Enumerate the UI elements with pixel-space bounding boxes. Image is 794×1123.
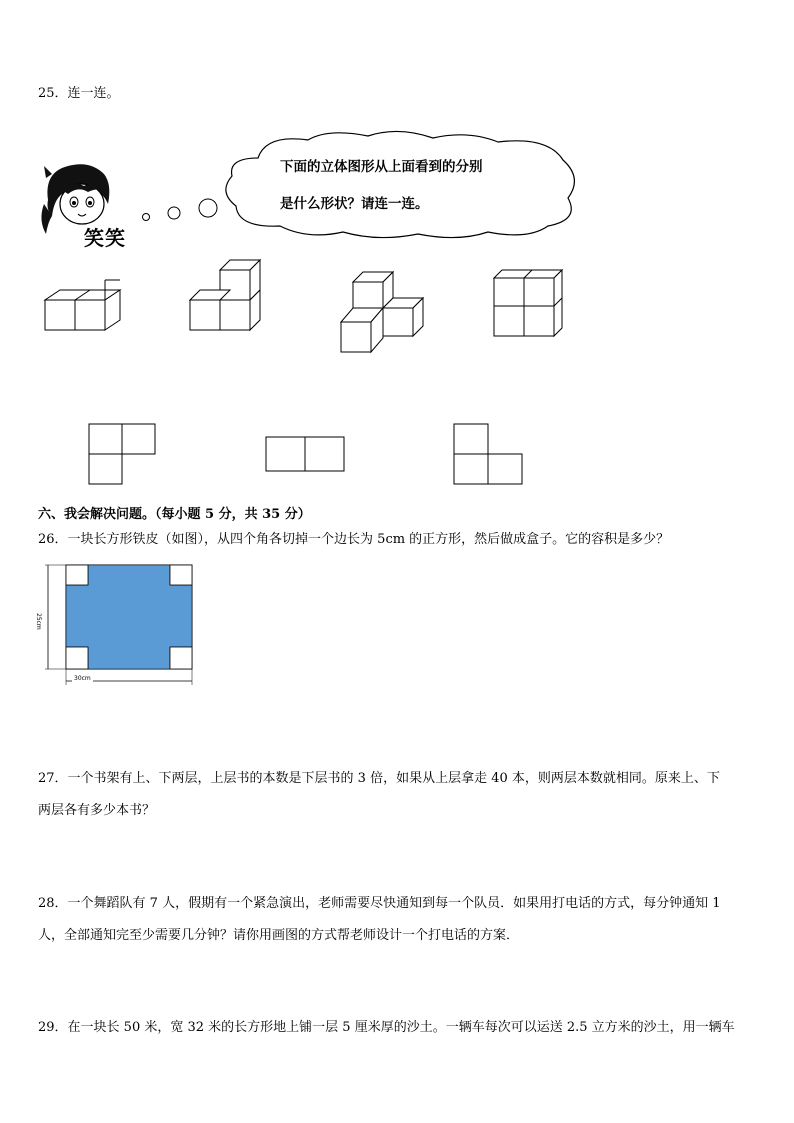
q27-line-1: 27．一个书架有上、下两层，上层书的本数是下层书的 3 倍，如果从上层拿走 40 本，则两层本数就相同。原来上、下 [38,771,720,786]
q27-line-2: 两层各有多少本书？ [38,803,156,818]
q25-title: 25．连一连。 [38,86,120,101]
q29-line-1: 29．在一块长 50 米，宽 32 米的长方形地上铺一层 5 厘米厚的沙土。一辆车每次可以运送 2.5 立方米的沙土，用一辆车 [38,1020,735,1035]
q28-line-2: 人，全部通知完至少需要几分钟？请你用画图的方式帮老师设计一个打电话的方案． [38,928,520,943]
solid-figure-2 [188,258,268,333]
solid-figure-3 [338,268,428,356]
top-view-shape-1 [88,423,158,486]
thought-cloud [218,128,583,240]
width-label: 30cm [74,675,91,682]
solid-figure-1 [40,278,125,334]
q28-line-1: 28．一个舞蹈队有 7 人，假期有一个紧急演出，老师需要尽快通知到每一个队员．如果用打电话的方式，每分钟通知 1 [38,896,721,911]
solid-figure-4 [492,270,572,338]
top-view-shape-2 [265,436,347,474]
top-view-shape-3 [453,423,525,486]
girl-label: 笑笑 [84,226,126,250]
height-label: 25cm [35,613,42,630]
thought-dots [140,195,220,225]
section-heading: 六、我会解决问题。（每小题 5 分，共 35 分） [38,507,311,522]
q26-text: 26．一块长方形铁皮（如图），从四个角各切掉一个边长为 5cm 的正方形，然后做成盒子。它的容积是多少？ [38,532,670,547]
iron-sheet-diagram [42,563,202,688]
bubble-line-2: 是什么形状？请连一连。 [280,196,429,212]
bubble-line-1: 下面的立体图形从上面看到的分别 [280,159,483,175]
